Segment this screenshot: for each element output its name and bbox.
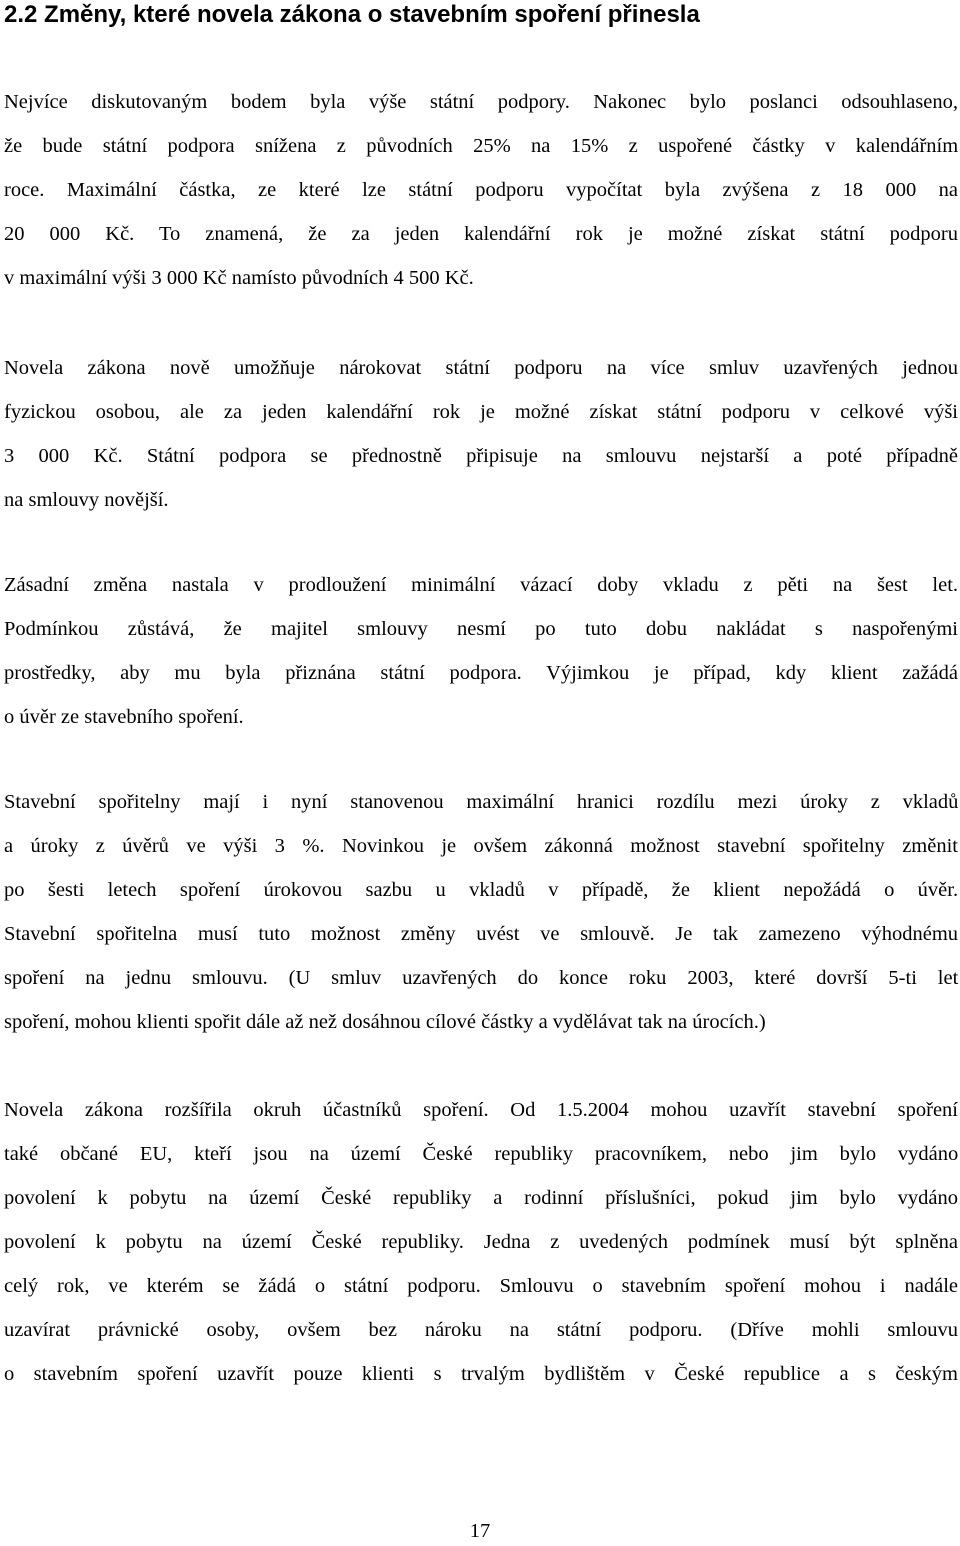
text-line: uzavírat právnické osoby, ovšem bez nároku na státní podporu. (Dříve mohli smlouvu bbox=[4, 1319, 959, 1341]
text-line: na smlouvy novější. bbox=[4, 489, 169, 511]
text-line: 3 000 Kč. Státní podpora se přednostně připisuje na smlouvu nejstarší a poté případně bbox=[4, 445, 958, 467]
page-number: 17 bbox=[469, 1520, 491, 1542]
paragraph-binding-period bbox=[4, 563, 958, 739]
text-line: a úroky z úvěrů ve výši 3 %. Novinkou je ovšem zákonná možnost stavební spořitelny změnit bbox=[4, 835, 958, 857]
text-line: Stavební spořitelna musí tuto možnost změny uvést ve smlouvě. Je tak zamezeno výhodnému bbox=[4, 923, 959, 945]
paragraph-interest-rates bbox=[4, 780, 958, 1044]
text-line: 20 000 Kč. To znamená, že za jeden kalendářní rok je možné získat státní podporu bbox=[4, 223, 958, 245]
text-line: o stavebním spoření uzavřít pouze klienti s trvalým bydlištěm v České republice a s českým bbox=[4, 1363, 958, 1385]
text-line: v maximální výši 3 000 Kč namísto původních 4 500 Kč. bbox=[4, 267, 474, 289]
text-line: Stavební spořitelny mají i nyní stanovenou maximální hranici rozdílu mezi úroky z vkladů bbox=[4, 791, 959, 813]
text-line: také občané EU, kteří jsou na území České republiky pracovníkem, nebo jim bylo vydáno bbox=[4, 1143, 959, 1165]
text-line: spoření na jednu smlouvu. (U smluv uzavřených do konce roku 2003, které dovrší 5-ti let bbox=[4, 967, 959, 989]
text-line: celý rok, ve kterém se žádá o státní podporu. Smlouvu o stavebním spoření mohou i nadále bbox=[4, 1275, 958, 1297]
section-heading: 2.2 Změny, které novela zákona o stavebním spoření přinesla bbox=[4, 1, 700, 28]
text-line: Novela zákona rozšířila okruh účastníků spoření. Od 1.5.2004 mohou uzavřít stavební spoření bbox=[4, 1099, 958, 1121]
text-line: po šesti letech spoření úrokovou sazbu u vkladů v případě, že klient nepožádá o úvěr. bbox=[4, 879, 959, 901]
text-line: že bude státní podpora snížena z původních 25% na 15% z uspořené částky v kalendářním bbox=[4, 135, 959, 157]
text-line: roce. Maximální částka, ze které lze státní podporu vypočítat byla zvýšena z 18 000 na bbox=[4, 179, 958, 201]
text-line: povolení k pobytu na území České republiky. Jedna z uvedených podmínek musí být splněna bbox=[4, 1231, 958, 1253]
text-line: fyzickou osobou, ale za jeden kalendářní rok je možné získat státní podporu v celkové výši bbox=[4, 401, 958, 423]
text-line: Novela zákona nově umožňuje nárokovat státní podporu na více smluv uzavřených jednou bbox=[4, 357, 958, 379]
paragraph-state-support bbox=[4, 80, 958, 300]
text-line: Podmínkou zůstává, že majitel smlouvy nesmí po tuto dobu nakládat s naspořenými bbox=[4, 618, 958, 640]
text-line: o úvěr ze stavebního spoření. bbox=[4, 706, 244, 728]
text-line: Nejvíce diskutovaným bodem byla výše státní podpory. Nakonec bylo poslanci odsouhlaseno, bbox=[4, 91, 958, 113]
text-line: spoření, mohou klienti spořit dále až než dosáhnou cílové částky a vydělávat tak na úrocích.) bbox=[4, 1011, 766, 1033]
paragraph-multiple-contracts bbox=[4, 346, 958, 522]
text-line: povolení k pobytu na území České republiky a rodinní příslušníci, pokud jim bylo vydáno bbox=[4, 1187, 958, 1209]
paragraph-participants bbox=[4, 1088, 958, 1396]
text-line: prostředky, aby mu byla přiznána státní podpora. Výjimkou je případ, kdy klient zažádá bbox=[4, 662, 958, 684]
text-line: Zásadní změna nastala v prodloužení minimální vázací doby vkladu z pěti na šest let. bbox=[4, 574, 959, 596]
